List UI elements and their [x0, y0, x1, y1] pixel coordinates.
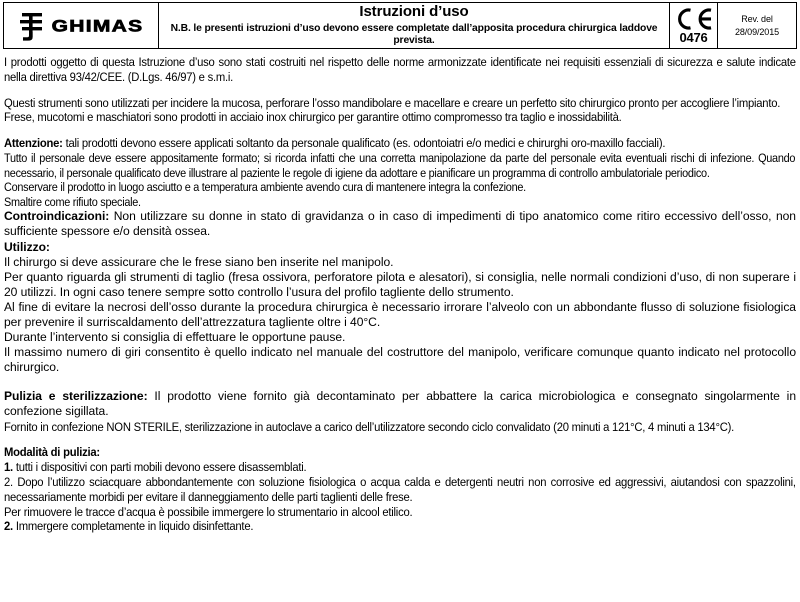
revision-label: Rev. del	[741, 14, 773, 25]
heading-modalita-di-pulizia: Modalità di pulizia:	[4, 445, 100, 460]
step-1-text: tutti i dispositivi con parti mobili devono essere disassemblati.	[12, 460, 307, 475]
attention-text: tali prodotti devono essere applicati soltanto da personale qualificato (es. odontoiatri e/o medici e chirurghi oro-maxillo facciali).	[62, 136, 666, 151]
step-3-number: 2.	[4, 519, 13, 534]
paragraph-purpose-line1: Questi strumenti sono utilizzati per incidere la mucosa, perforare l’osso mandibolare e macellare e creare un perfetto sito chirurgico pronto per accogliere l’impianto.	[4, 95, 781, 110]
paragraph-usage-line5: Il massimo numero di giri consentito è quello indicato nel manuale del costruttore del manipolo, verificare comunque quanto indicato nel protocollo chirurgico.	[4, 345, 796, 375]
ghimas-symbol-icon	[19, 12, 45, 42]
paragraph-intro: I prodotti oggetto di questa Istruzione d’uso sono stati costruiti nel rispetto delle norme armonizzate identificate nei requisiti essenziali di sicurezza e salute indicate nella direttiva 93/42/CEE. (D.Lgs. 46/97) e s.m.i.	[4, 55, 796, 84]
header-logo-cell	[4, 3, 159, 48]
cleaning-text: Il prodotto viene fornito già decontaminato per abbattere la carica microbiologica e consegnato singolarmente in confezione sigillata.	[4, 389, 796, 419]
paragraph-sterilization: Fornito in confezione NON STERILE, sterilizzazione in autoclave a carico dell’utilizzatore secondo ciclo convalidato (20 minuti a 121°C, 4 minuti a 134°C).	[4, 419, 735, 434]
paragraph-disposal: Smaltire come rifiuto speciale.	[4, 194, 141, 209]
paragraph-usage-line2: Per quanto riguarda gli strumenti di taglio (fresa ossivora, perforatore pilota e alesatori), si consiglia, nelle normali condizioni d’uso, di non superare i 20 utilizzi. In ogni caso tenere sempre sotto controllo l’usura del profilo tagliente dello strumento.	[4, 269, 796, 299]
document-title: Istruzioni d’uso	[359, 3, 469, 21]
paragraph-cleaning-sterilization	[4, 389, 796, 419]
paragraph-contraindications	[4, 209, 796, 239]
step-1-number: 1.	[4, 460, 13, 475]
revision-date: 28/09/2015	[734, 26, 780, 37]
paragraph-usage-line1: Il chirurgo si deve assicurare che le frese siano ben inserite nel manipolo.	[4, 254, 394, 269]
cleaning-label: Pulizia e sterilizzazione:	[4, 389, 148, 404]
spacer	[4, 125, 796, 136]
list-item-step-2	[4, 475, 796, 505]
ce-mark-icon	[674, 8, 714, 30]
step-3-text: Immergere completamente in liquido disinfettante.	[12, 519, 254, 534]
spacer	[4, 375, 796, 389]
attention-label: Attenzione:	[4, 136, 63, 151]
ghimas-logo	[19, 12, 144, 42]
paragraph-attention-body: Tutto il personale deve essere appositamente formato; si ricorda infatti che una corretta manipolazione da parte del personale evita eventuali rischi di infezione. Quando necessario, il personale qualificato deve illustrare al paziente le regole di igiene da adottare e pianificare un programma di controllo ambulatoriale periodico.	[4, 150, 796, 180]
logo-wordmark: GHIMAS	[51, 17, 144, 36]
paragraph-attention	[4, 136, 796, 151]
paragraph-usage-line4: Durante l’intervento si consiglia di effettuare le opportune pause.	[4, 330, 346, 345]
contraindications-label: Controindicazioni:	[4, 209, 110, 224]
header-title-cell	[159, 3, 670, 48]
spacer	[4, 85, 796, 96]
header-ce-cell	[670, 3, 718, 48]
notified-body-number: 0476	[679, 29, 708, 45]
spacer	[4, 434, 796, 445]
document-title-note: N.B. le presenti istruzioni d’uso devono essere completate dall’apposita procedura chirurgica laddove prevista.	[170, 22, 658, 47]
heading-utilizzo: Utilizzo:	[4, 239, 50, 254]
document-page	[0, 2, 800, 602]
paragraph-storage: Conservare il prodotto in luogo asciutto e a temperatura ambiente avendo cura di mantenere integra la confezione.	[4, 180, 526, 195]
document-header-table	[3, 2, 797, 49]
document-body	[0, 49, 800, 534]
list-item-step-1	[4, 460, 796, 475]
paragraph-usage-line3: Al fine di evitare la necrosi dell’osso durante la procedura chirurgica è necessario irrorare l’alveolo con un abbondante flusso di soluzione fisiologica per prevenire il surriscaldamento dell’attrezzatura tagliente oltre i 40°C.	[4, 299, 796, 330]
list-item-step-3	[4, 519, 796, 534]
step-2-number: 2.	[4, 474, 13, 489]
header-revision-cell	[718, 3, 796, 48]
step-2-text: Dopo l’utilizzo sciacquare abbondantemente con soluzione fisiologica o acqua calda e detergenti neutri non corrosive ed aggressivi, aiutandosi con spazzolini, necessariamente morbidi per evitare il danneggiamento delle parti taglienti delle frese.	[4, 474, 796, 504]
contraindications-text: Non utilizzare su donne in stato di gravidanza o in caso di impedimenti di tipo anatomico come ritiro eccessivo dell’osso, non sufficiente spessore e/o densità ossea.	[4, 209, 796, 239]
paragraph-purpose-line2: Frese, mucotomi e maschiatori sono prodotti in acciaio inox chirurgico per garantire ottimo compromesso tra taglio e inossidabilità.	[4, 110, 622, 125]
paragraph-water-removal: Per rimuovere le tracce d’acqua è possibile immergere lo strumentario in alcool etilico.	[4, 504, 413, 519]
